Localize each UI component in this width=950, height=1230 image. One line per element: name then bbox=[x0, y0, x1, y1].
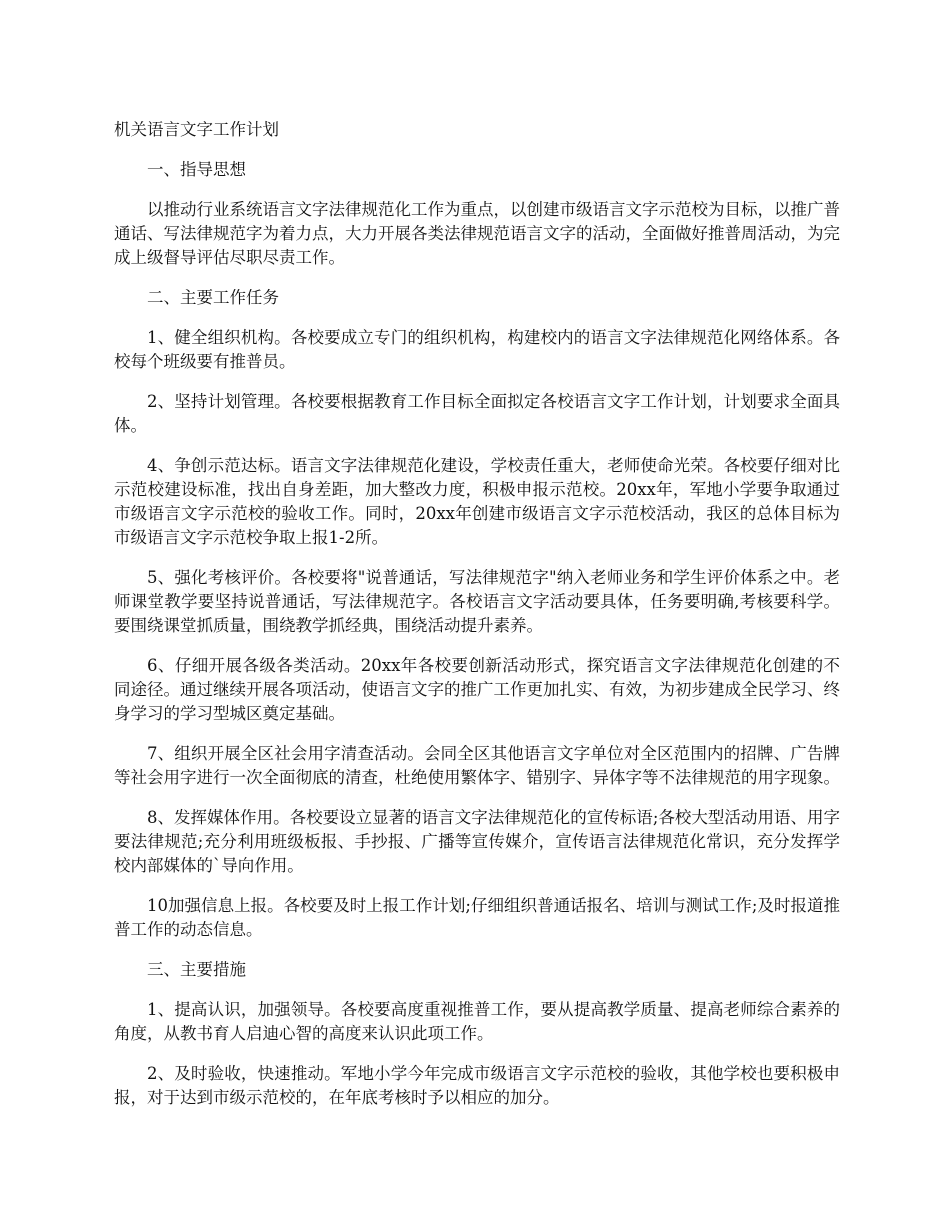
section-heading-main-tasks: 二、主要工作任务 bbox=[147, 288, 279, 307]
paragraph: 以推动行业系统语言文字法律规范化工作为重点，以创建市级语言文字示范校为目标，以推广普通话、写法律规范字为着力点，大力开展各类法律规范语言文字的活动，全面做好推普周活动，为完成上级督导评估尽职尽责工作。 bbox=[114, 200, 840, 267]
paragraph: 2、及时验收，快速推动。军地小学今年完成市级语言文字示范校的验收，其他学校也要积极申报，对于达到市级示范校的，在年底考核时予以相应的加分。 bbox=[114, 1064, 840, 1107]
paragraph: 6、仔细开展各级各类活动。20xx年各校要创新活动形式，探究语言文字法律规范化创建的不同途径。通过继续开展各项活动，使语言文字的推广工作更加扎实、有效，为初步建成全民学习、终身学习的学习型城区奠定基础。 bbox=[114, 656, 840, 723]
paragraph: 8、发挥媒体作用。各校要设立显著的语言文字法律规范化的宣传标语;各校大型活动用语、用字要法律规范;充分利用班级板报、手抄报、广播等宣传媒介，宣传语言法律规范化常识，充分发挥学校内部媒体的`导向作用。 bbox=[114, 808, 840, 875]
section-heading-main-measures: 三、主要措施 bbox=[147, 960, 246, 979]
paragraph: 10加强信息上报。各校要及时上报工作计划;仔细组织普通话报名、培训与测试工作;及时报道推普工作的动态信息。 bbox=[114, 896, 840, 939]
paragraph: 4、争创示范达标。语言文字法律规范化建设，学校责任重大，老师使命光荣。各校要仔细对比示范校建设标准，找出自身差距，加大整改力度，积极申报示范校。20xx年，军地小学要争取通过市级语言文字示范校的验收工作。同时，20xx年创建市级语言文字示范校活动，我区的总体目标为市级语言文字示范校争取上报1-2所。 bbox=[114, 456, 840, 547]
document-title: 机关语言文字工作计划 bbox=[114, 120, 279, 139]
paragraph: 2、坚持计划管理。各校要根据教育工作目标全面拟定各校语言文字工作计划，计划要求全面具体。 bbox=[114, 392, 840, 435]
paragraph: 1、提高认识，加强领导。各校要高度重视推普工作，要从提高教学质量、提高老师综合素养的角度，从教书育人启迪心智的高度来认识此项工作。 bbox=[114, 1000, 840, 1043]
paragraph: 7、组织开展全区社会用字清查活动。会同全区其他语言文字单位对全区范围内的招牌、广告牌等社会用字进行一次全面彻底的清查，杜绝使用繁体字、错别字、异体字等不法律规范的用字现象。 bbox=[114, 744, 840, 787]
document-page bbox=[114, 118, 840, 1126]
paragraph: 5、强化考核评价。各校要将"说普通话，写法律规范字"纳入老师业务和学生评价体系之中。老师课堂教学要坚持说普通话，写法律规范字。各校语言文字活动要具体，任务要明确,考核要科学。要围绕课堂抓质量，围绕教学抓经典，围绕活动提升素养。 bbox=[114, 568, 840, 635]
paragraph: 1、健全组织机构。各校要成立专门的组织机构，构建校内的语言文字法律规范化网络体系。各校每个班级要有推普员。 bbox=[114, 328, 840, 371]
section-heading-guiding-ideology: 一、指导思想 bbox=[147, 160, 246, 179]
